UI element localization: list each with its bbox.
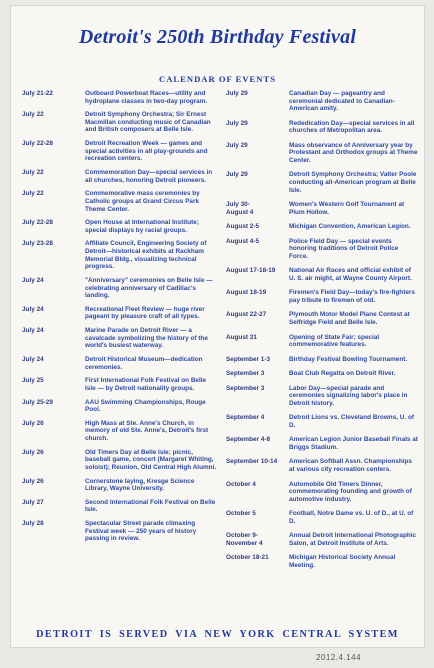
event-description: Boat Club Regatta on Detroit River.: [289, 370, 396, 378]
event-date: October 18-21: [226, 554, 269, 562]
event-description: Open House at International Institute; special displays by racial groups.: [85, 219, 199, 234]
event-description: Firemen's Field Day—today's fire-fighters pay tribute to firemen of old.: [289, 289, 415, 304]
event-description: Detroit Symphony Orchestra; Valter Poole conducting all-American program at Belle Isle.: [289, 171, 417, 194]
footer-banner: DETROIT IS SERVED VIA NEW YORK CENTRAL SYSTEM: [36, 629, 399, 640]
event-description: Commemoration Day—special services in all churches, honoring Detroit pioneers.: [85, 169, 213, 184]
event-row: [22, 169, 218, 184]
event-description: Canadian Day — pageantry and ceremonial dedicated to Canadian-American amity.: [289, 90, 395, 113]
event-description: Spectacular Street parade climaxing Festival week — 250 years of history passing in review.: [85, 520, 197, 543]
event-description: Old Timers Day at Belle Isle; picnic, baseball game, concert (Margaret Whiting, soloist); Reunion, Old Central High Alumni.: [85, 448, 217, 471]
event-date: August 17-18-19: [226, 267, 276, 275]
event-date: September 4-8: [226, 436, 271, 444]
event-date: August 2-5: [226, 223, 260, 231]
calendar-page: [11, 6, 424, 647]
event-row: [226, 289, 418, 304]
event-date: October 9- November 4: [226, 532, 263, 547]
event-date: July 29: [226, 141, 248, 149]
event-description: Commemorative mass ceremonies by Catholic groups at Grand Circus Park Theme Center.: [85, 190, 200, 213]
event-date: August 22-27: [226, 311, 267, 319]
event-description: Second International Folk Festival on Belle Isle.: [85, 498, 216, 514]
right-event-column: [226, 90, 418, 576]
event-description: Mass observance of Anniversary year by Protestant and Orthodox groups at Theme Center.: [289, 141, 418, 164]
event-date: October 4: [226, 480, 256, 488]
event-description: Football, Notre Dame vs. U. of D., at U. of D.: [289, 510, 414, 525]
event-description: American Softball Assn. Championships at various city recreation centers.: [289, 458, 412, 474]
event-description: Michigan Historical Society Annual Meeting.: [289, 554, 396, 569]
event-description: Outboard Powerboat Races—utility and hydroplane classes in two-day program.: [85, 90, 208, 105]
event-description: AAU Swimming Championships, Rouge Pool.: [85, 398, 206, 414]
event-row: [226, 201, 418, 216]
event-row: [22, 306, 218, 321]
event-date: July 28: [22, 520, 44, 528]
event-date: August 18-19: [226, 289, 267, 297]
event-description: Women's Western Golf Tournament at Plum Hollow.: [289, 201, 405, 216]
event-row: [22, 190, 218, 213]
event-description: Labor Day—special parade and ceremonies signalizing labor's place in Detroit history.: [289, 384, 408, 407]
event-row: [226, 171, 418, 194]
event-date: July 24: [22, 355, 44, 363]
event-description: Detroit Symphony Orchestra; Sir Ernest Macmillan conducting music of Canadian and British composers at Belle Isle.: [85, 111, 211, 134]
event-date: July 29: [226, 171, 248, 179]
event-row: [226, 554, 418, 569]
event-description: Rededication Day—special services in all churches of Metropolitan area.: [289, 119, 415, 135]
event-date: July 30- August 4: [226, 201, 254, 216]
event-description: Michigan Convention, American Legion.: [289, 223, 411, 231]
event-date: September 3: [226, 384, 265, 392]
event-description: Detroit Historical Museum—dedication ceremonies.: [85, 355, 203, 371]
event-description: "Anniversary" ceremonies on Belle Isle — celebrating anniversary of Cadillac's landing.: [85, 276, 213, 300]
event-description: First International Folk Festival on Belle Isle — by Detroit nationality groups.: [85, 377, 207, 392]
archive-number: 2012.4.144: [316, 653, 362, 662]
event-date: July 22-28: [22, 219, 53, 227]
event-row: [22, 520, 218, 543]
event-date: July 29: [226, 119, 248, 127]
event-row: [226, 385, 418, 408]
event-description: Birthday Festival Bowling Tournament.: [289, 355, 408, 363]
event-row: [226, 142, 418, 165]
event-row: [226, 481, 418, 504]
event-row: [226, 458, 418, 473]
event-description: Annual Detroit International Photographic Salon, at Detroit Institute of Arts.: [289, 532, 417, 547]
event-description: Recreational Fleet Review — huge river pageant by pleasure craft of all types.: [85, 305, 205, 321]
event-row: [226, 510, 418, 525]
event-row: [226, 223, 418, 231]
event-date: July 25: [22, 377, 44, 385]
event-date: July 24: [22, 276, 44, 284]
event-row: [22, 399, 218, 414]
event-description: Plymouth Motor Model Plane Contest at Selfridge Field and Belle Isle.: [289, 311, 410, 327]
event-description: Detroit Recreation Week — games and special activities in all play-grounds and recreation centers.: [85, 140, 208, 163]
event-date: October 5: [226, 510, 256, 518]
event-row: [226, 267, 418, 282]
event-description: Marine Parade on Detroit River — a cavalcade symbolizing the history of the world's busiest waterway.: [85, 327, 208, 350]
event-date: September 4: [226, 414, 265, 422]
event-date: July 23-28: [22, 240, 53, 248]
event-date: July 22-28: [22, 140, 53, 148]
event-row: [226, 436, 418, 451]
event-date: July 29: [226, 90, 248, 97]
event-row: [226, 238, 418, 261]
event-row: [22, 377, 218, 392]
event-row: [226, 370, 418, 378]
event-row: [22, 111, 218, 134]
event-date: July 22: [22, 111, 44, 119]
event-row: [22, 240, 218, 270]
event-date: July 24: [22, 305, 44, 313]
event-description: Automobile Old Timers Dinner, commemorating founding and growth of automotive industry.: [289, 480, 412, 503]
event-date: August 31: [226, 333, 257, 341]
event-row: [22, 499, 218, 514]
event-row: [22, 420, 218, 443]
event-date: September 3: [226, 370, 265, 378]
event-row: [22, 449, 218, 472]
event-description: Cornerstone laying, Kresge Science Library, Wayne University.: [85, 477, 195, 493]
event-row: [22, 327, 218, 350]
event-row: [226, 532, 418, 547]
event-row: [22, 90, 218, 105]
page-title: Detroit's 250th Birthday Festival: [78, 26, 357, 48]
event-description: High Mass at Ste. Anne's Church, in memory of old Ste. Anne's, Detroit's first church.: [85, 419, 209, 442]
calendar-subtitle: CALENDAR OF EVENTS: [159, 74, 276, 84]
event-date: September 1-3: [226, 355, 271, 363]
event-row: [226, 334, 418, 349]
event-description: Detroit Lions vs. Cleveland Browns, U. of D.: [289, 414, 414, 429]
event-row: [22, 140, 218, 163]
event-date: August 4-5: [226, 237, 260, 245]
event-date: July 26: [22, 448, 44, 456]
event-date: July 22: [22, 169, 44, 177]
event-row: [226, 120, 418, 135]
event-description: Police Field Day — special events honoring traditions of Detroit Police Force.: [289, 237, 399, 260]
event-date: July 26: [22, 419, 44, 427]
event-row: [226, 356, 418, 364]
event-description: American Legion Junior Baseball Finals at Briggs Stadium.: [289, 436, 418, 451]
event-date: July 27: [22, 498, 44, 506]
left-event-column: [22, 90, 218, 549]
event-row: [22, 478, 218, 493]
event-description: Opening of State Fair; special commemorative features.: [289, 333, 380, 349]
event-description: National Air Races and official exhibit of U. S. air might, at Wayne County Airport.: [289, 267, 412, 282]
event-date: July 21-22: [22, 90, 53, 97]
event-row: [226, 90, 418, 113]
event-date: September 10-14: [226, 458, 278, 466]
event-row: [22, 219, 218, 234]
event-row: [22, 277, 218, 300]
event-date: July 25-29: [22, 398, 53, 406]
event-row: [226, 414, 418, 429]
event-date: July 26: [22, 477, 44, 485]
event-date: July 22: [22, 190, 44, 198]
event-row: [22, 356, 218, 371]
event-date: July 24: [22, 327, 44, 335]
event-description: Affiliate Council, Engineering Society of Detroit—historical exhibits at Rackham Memorial Bldg., visualizing technical progress.: [85, 240, 207, 271]
event-row: [226, 311, 418, 326]
